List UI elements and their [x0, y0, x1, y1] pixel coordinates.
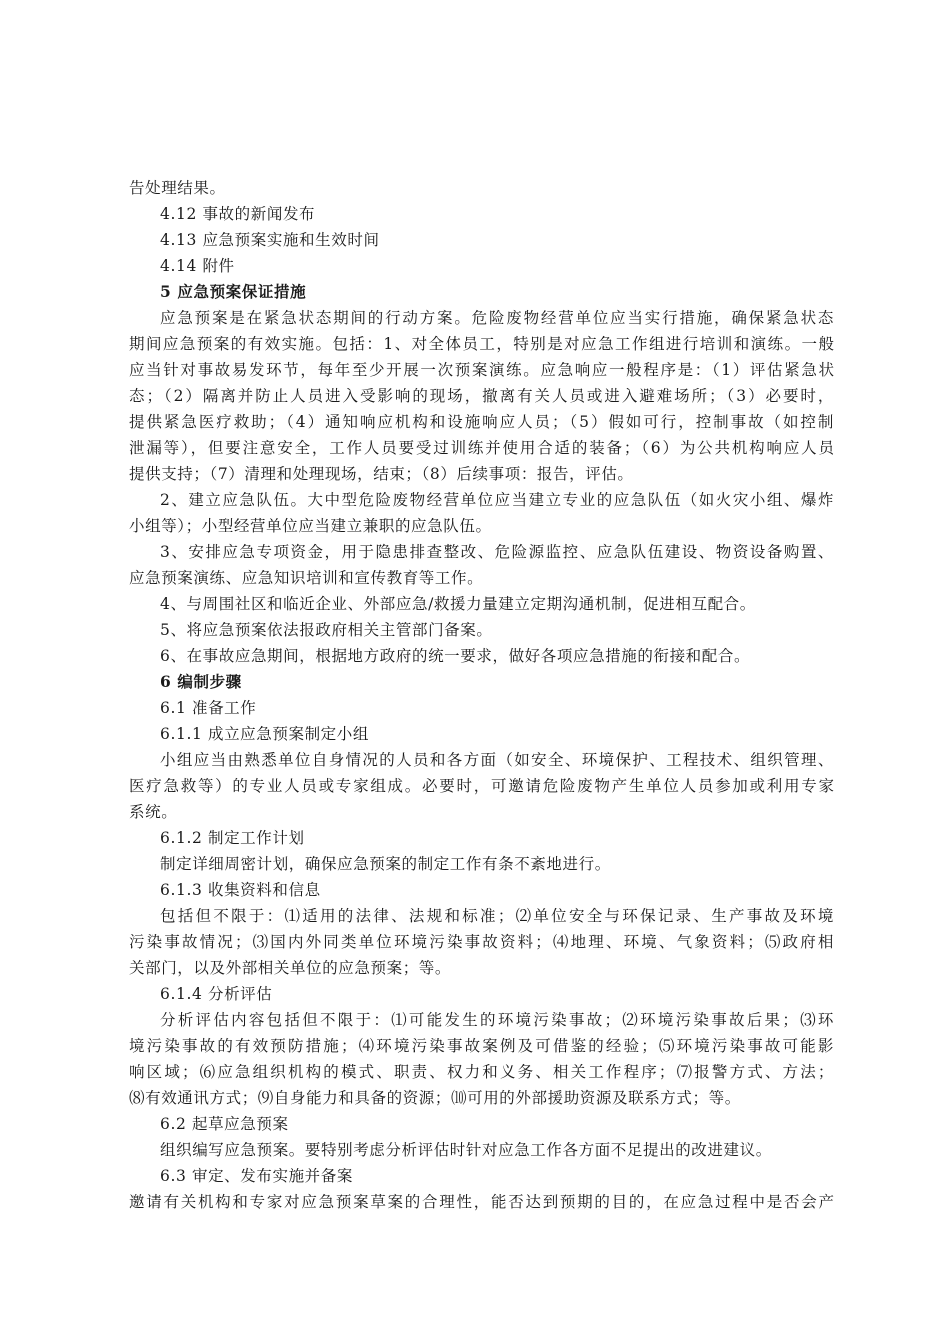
section-heading-5: 5 应急预案保证措施	[160, 282, 307, 301]
section-heading-6: 6 编制步骤	[160, 672, 242, 691]
paragraph-line: 小组应当由熟悉单位自身情况的人员和各方面（如安全、环境保护、工程技术、组织管理、	[160, 751, 834, 769]
paragraph-line: 医疗急救等）的专业人员或专家组成。必要时，可邀请危险废物产生单位人员参加或利用专家	[129, 777, 834, 795]
section-heading-6-1-2: 6.1.2 制定工作计划	[160, 829, 305, 847]
paragraph-line: 分析评估内容包括但不限于：⑴可能发生的环境污染事故；⑵环境污染事故后果；⑶环	[160, 1011, 834, 1029]
text-line: 告处理结果。	[129, 179, 226, 197]
paragraph-line: 4、与周围社区和临近企业、外部应急/救援力量建立定期沟通机制，促进相互配合。	[160, 595, 756, 613]
paragraph-line: 系统。	[129, 803, 178, 821]
paragraph-line: 3、安排应急专项资金，用于隐患排查整改、危险源监控、应急队伍建设、物资设备购置、	[160, 543, 834, 561]
paragraph-line: 提供支持；（7）清理和处理现场，结束；（8）后续事项：报告，评估。	[129, 465, 634, 483]
paragraph-line: ⑻有效通讯方式；⑼自身能力和具备的资源；⑽可用的外部援助资源及联系方式；等。	[129, 1089, 741, 1107]
paragraph-line: 污染事故情况；⑶国内外同类单位环境污染事故资料；⑷地理、环境、气象资料；⑸政府相	[129, 933, 834, 951]
paragraph-line: 包括但不限于：⑴适用的法律、法规和标准；⑵单位安全与环保记录、生产事故及环境	[160, 907, 834, 925]
section-heading-6-1-1: 6.1.1 成立应急预案制定小组	[160, 725, 369, 743]
paragraph-line: 5、将应急预案依法报政府相关主管部门备案。	[160, 621, 493, 639]
paragraph-line: 小组等）；小型经营单位应当建立兼职的应急队伍。	[129, 517, 492, 535]
paragraph-line: 组织编写应急预案。要特别考虑分析评估时针对应急工作各方面不足提出的改进建议。	[160, 1141, 772, 1159]
paragraph-line: 提供紧急医疗救助；（4）通知响应机构和设施响应人员；（5）假如可行，控制事故（如控制	[129, 413, 834, 431]
paragraph-line: 邀请有关机构和专家对应急预案草案的合理性，能否达到预期的目的，在应急过程中是否会产	[129, 1193, 834, 1211]
paragraph-line: 期间应急预案的有效实施。包括：1、对全体员工，特别是对应急工作组进行培训和演练。一般	[129, 335, 834, 353]
paragraph-line: 6、在事故应急期间，根据地方政府的统一要求，做好各项应急措施的衔接和配合。	[160, 647, 751, 665]
section-heading-6-3: 6.3 审定、发布实施并备案	[160, 1167, 353, 1185]
paragraph-line: 态；（2）隔离并防止人员进入受影响的现场，撤离有关人员或进入避难场所；（3）必要时，	[129, 387, 834, 405]
paragraph-line: 制定详细周密计划，确保应急预案的制定工作有条不紊地进行。	[160, 855, 611, 873]
section-heading-4-13: 4.13 应急预案实施和生效时间	[160, 231, 380, 249]
paragraph-line: 应当针对事故易发环节，每年至少开展一次预案演练。应急响应一般程序是：（1）评估紧急状	[129, 361, 834, 379]
paragraph-line: 应急预案是在紧急状态期间的行动方案。危险废物经营单位应当实行措施，确保紧急状态	[160, 309, 834, 327]
section-heading-4-14: 4.14 附件	[160, 257, 235, 275]
paragraph-line: 应急预案演练、应急知识培训和宣传教育等工作。	[129, 569, 484, 587]
paragraph-line: 响区域；⑹应急组织机构的模式、职责、权力和义务、相关工作程序；⑺报警方式、方法；	[129, 1063, 834, 1081]
section-heading-6-2: 6.2 起草应急预案	[160, 1115, 289, 1133]
section-heading-6-1: 6.1 准备工作	[160, 699, 257, 717]
section-heading-6-1-4: 6.1.4 分析评估	[160, 985, 273, 1003]
section-heading-6-1-3: 6.1.3 收集资料和信息	[160, 881, 321, 899]
paragraph-line: 2、建立应急队伍。大中型危险废物经营单位应当建立专业的应急队伍（如火灾小组、爆炸	[160, 491, 834, 509]
paragraph-line: 泄漏等），但要注意安全，工作人员要受过训练并使用合适的装备；（6）为公共机构响应人员	[129, 439, 834, 457]
paragraph-line: 境污染事故的有效预防措施；⑷环境污染事故案例及可借鉴的经验；⑸环境污染事故可能影	[129, 1037, 834, 1055]
section-heading-4-12: 4.12 事故的新闻发布	[160, 205, 316, 223]
paragraph-line: 关部门，以及外部相关单位的应急预案；等。	[129, 959, 452, 977]
